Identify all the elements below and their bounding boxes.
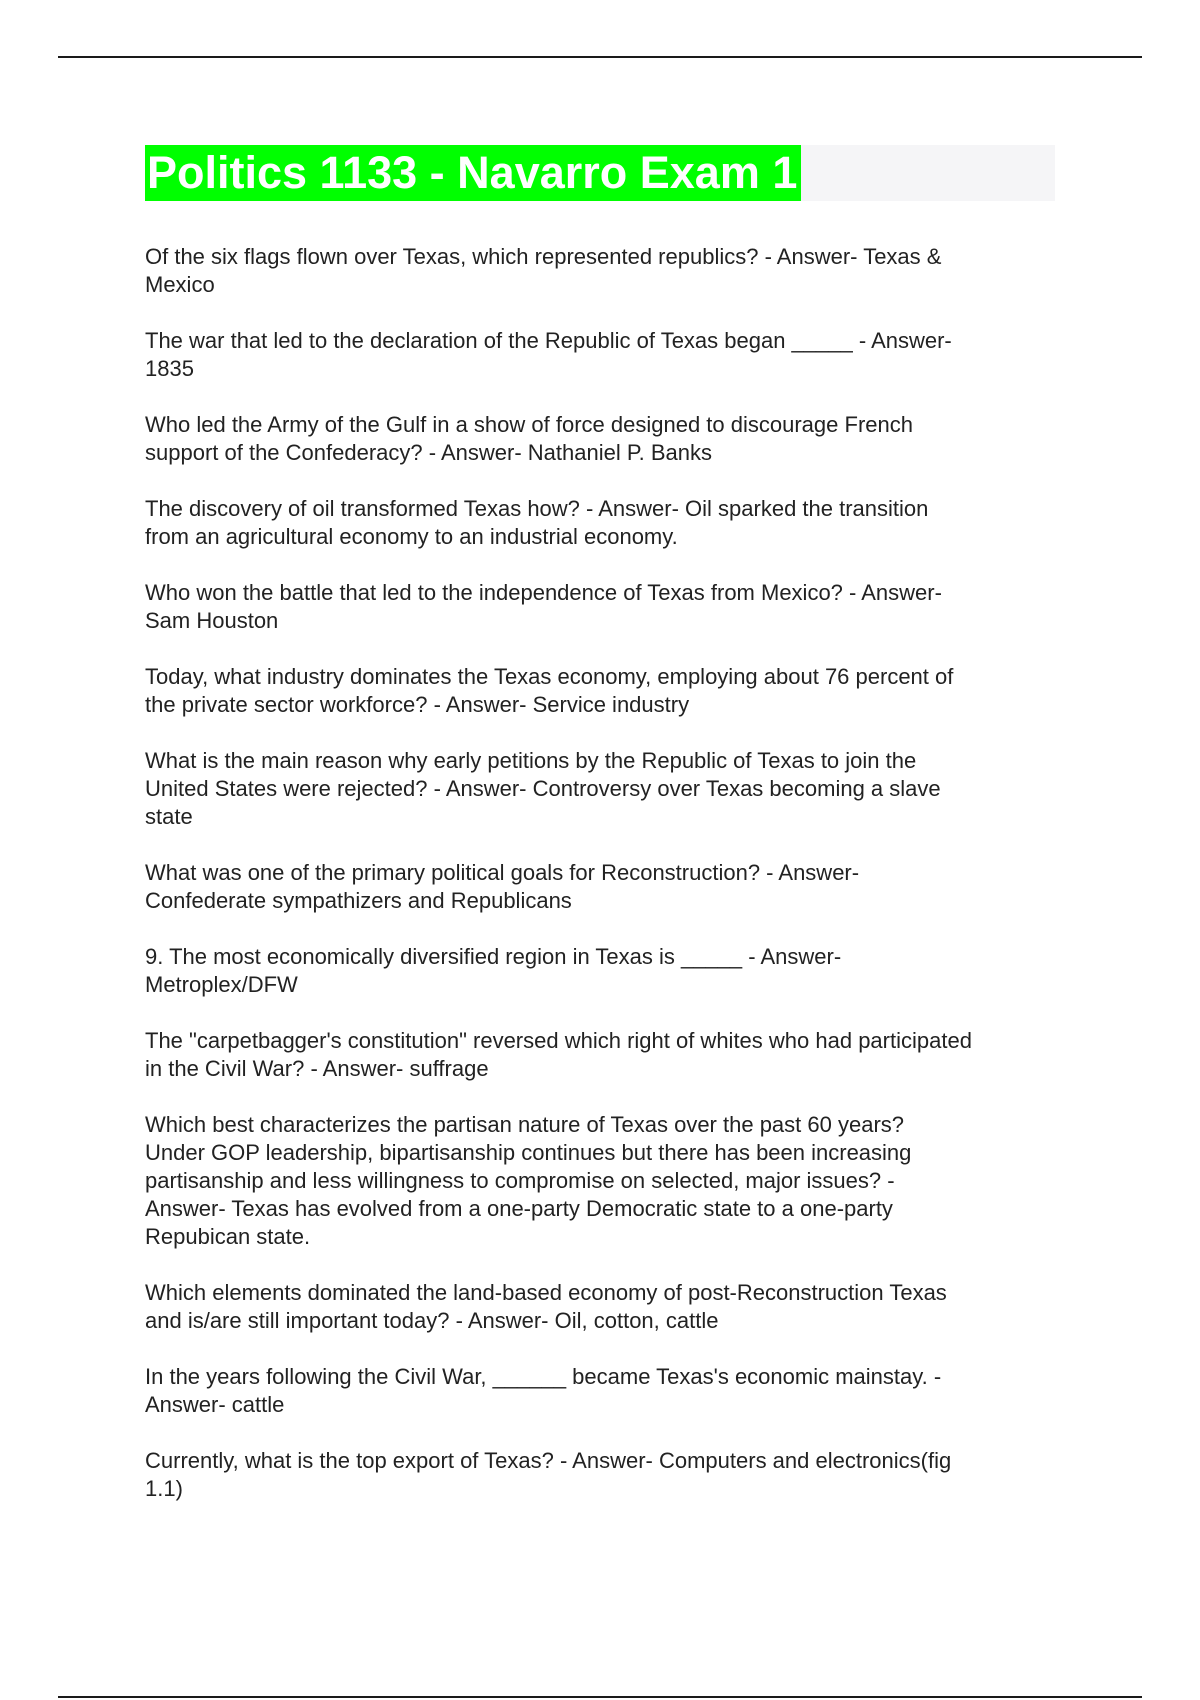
qa-item-8: What was one of the primary political goals for Reconstruction? - Answer- Confederate sympathizers and Republicans [145, 860, 860, 913]
qa-item-6: Today, what industry dominates the Texas economy, employing about 76 percent of the private sector workforce? - Answer- Service industry [145, 664, 954, 717]
qa-item-14: Currently, what is the top export of Texas? - Answer- Computers and electronics(fig 1.1) [145, 1448, 952, 1501]
top-rule [58, 56, 1142, 58]
qa-item-9: 9. The most economically diversified region in Texas is _____ - Answer- Metroplex/DFW [145, 944, 842, 997]
qa-item-4: The discovery of oil transformed Texas how? - Answer- Oil sparked the transition from an agricultural economy to an industrial economy. [145, 496, 929, 549]
qa-item-5: Who won the battle that led to the independence of Texas from Mexico? - Answer- Sam Houston [145, 580, 942, 633]
qa-item-2: The war that led to the declaration of the Republic of Texas began _____ - Answer- 1835 [145, 328, 952, 381]
qa-list [145, 243, 1060, 1531]
qa-item-10: The "carpetbagger's constitution" reversed which right of whites who had participated in the Civil War? - Answer- suffrage [145, 1028, 972, 1081]
qa-item-13: In the years following the Civil War, ______ became Texas's economic mainstay. - Answer- cattle [145, 1364, 942, 1417]
qa-item-12: Which elements dominated the land-based economy of post-Reconstruction Texas and is/are still important today? - Answer- Oil, cotton, cattle [145, 1280, 947, 1333]
qa-item-7: What is the main reason why early petitions by the Republic of Texas to join the United States were rejected? - Answer- Controversy over Texas becoming a slave state [145, 748, 941, 829]
qa-item-11: Which best characterizes the partisan nature of Texas over the past 60 years? Under GOP leadership, bipartisanship continues but there has been increasing partisanship and less willingness to compromise on selected, major issues? - Answer- Texas has evolved from a one-party Democratic state to a one-party Repubican state. [145, 1112, 912, 1249]
qa-item-1: Of the six flags flown over Texas, which represented republics? - Answer- Texas & Mexico [145, 244, 942, 297]
document-title: Politics 1133 - Navarro Exam 1 [145, 145, 801, 201]
bottom-rule [58, 1696, 1142, 1698]
qa-item-3: Who led the Army of the Gulf in a show of force designed to discourage French support of the Confederacy? - Answer- Nathaniel P. Banks [145, 412, 913, 465]
